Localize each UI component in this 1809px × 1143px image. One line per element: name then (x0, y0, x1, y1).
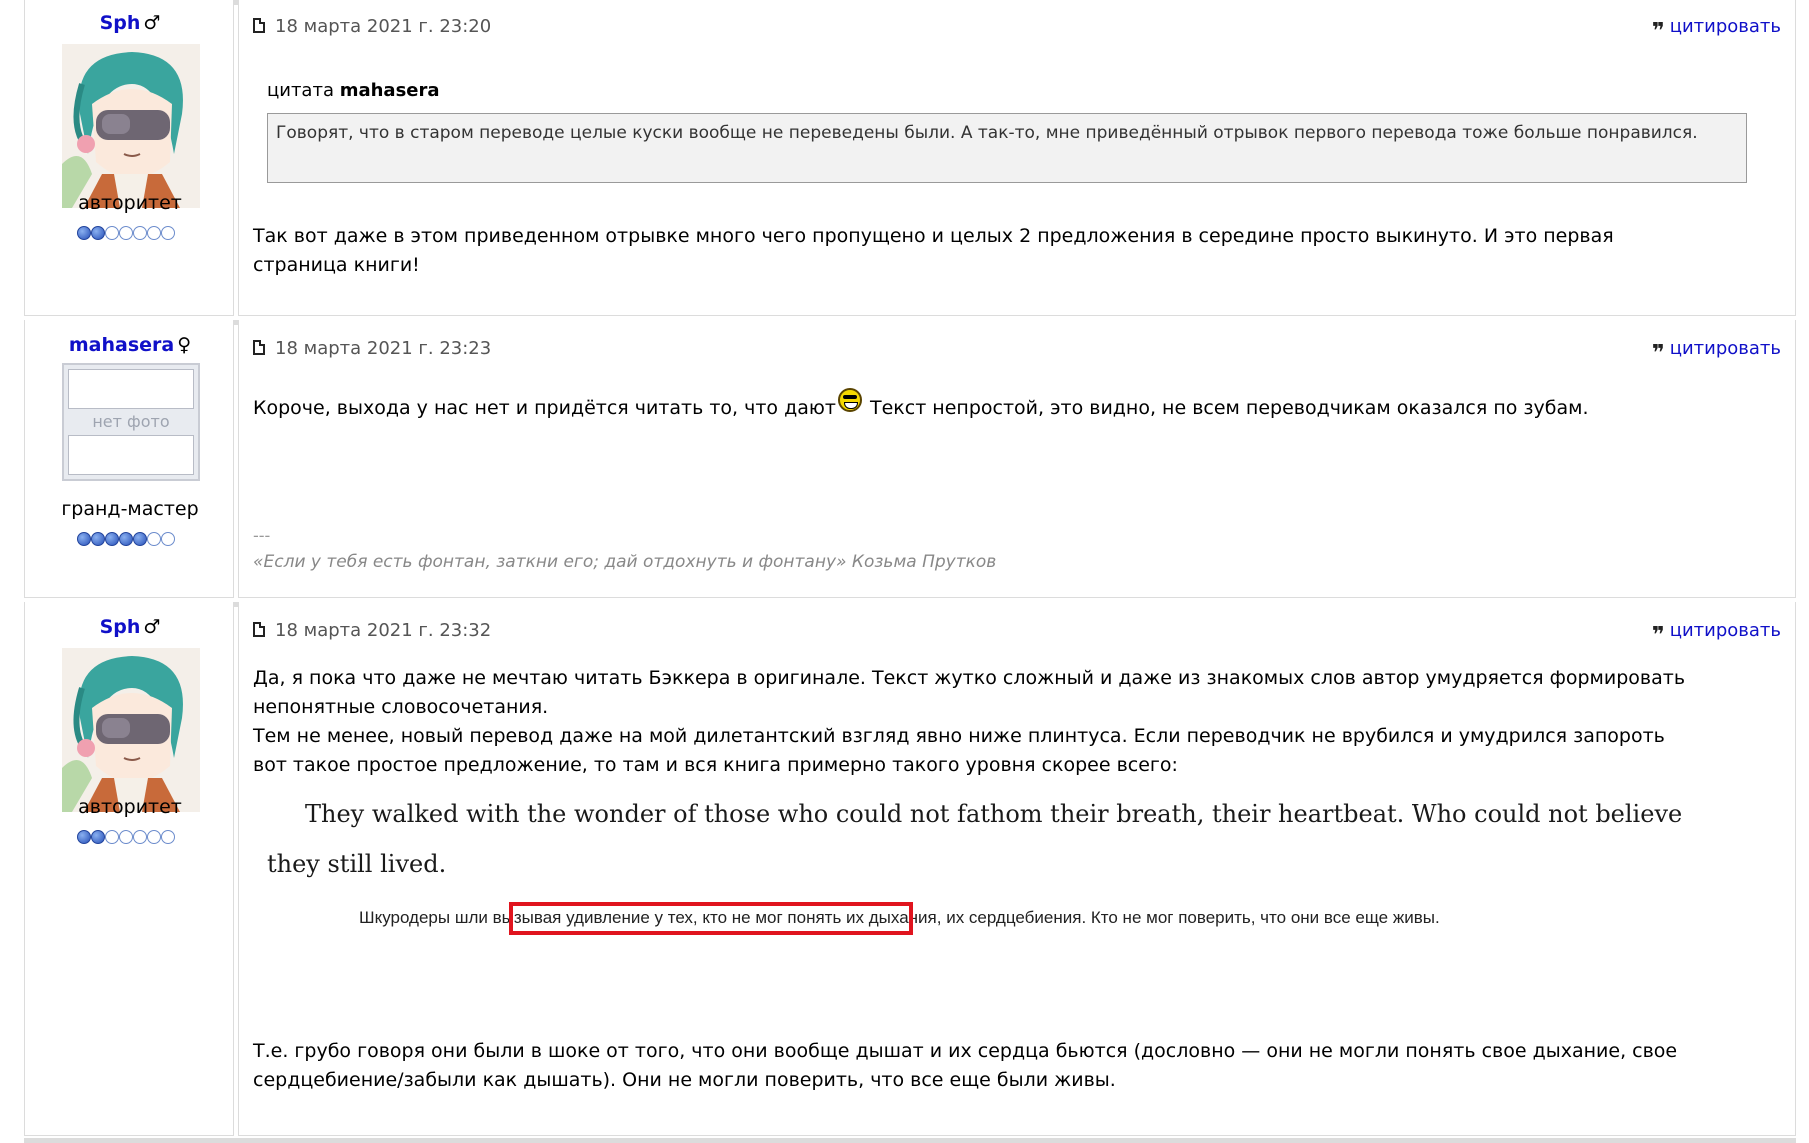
quote-button-label[interactable]: цитировать (1669, 16, 1781, 37)
anime-girl-avatar-image (62, 648, 200, 812)
post-body-line: вот такое простое предложение, то там и вся книга примерно такого уровня скорее всего: (253, 754, 1178, 776)
post-body (253, 222, 1614, 280)
post-body-line: непонятные словосочетания. (253, 696, 549, 718)
placeholder-frame (68, 435, 194, 475)
laughing-smiley-icon (838, 388, 862, 412)
post-body-line: Тем не менее, новый перевод даже на мой дилетантский взгляд явно ниже плинтуса. Если переводчик не врубился и умудрился запороть (253, 725, 1665, 747)
quote-icon: ❞ (1651, 341, 1662, 366)
author-panel (24, 602, 234, 1136)
red-highlight-box (509, 902, 913, 935)
quote-icon: ❞ (1651, 19, 1662, 44)
anime-girl-avatar-image (62, 44, 200, 208)
quote-text: Говорят, что в старом переводе целые куски вообще не переведены были. А так-то, мне приведённый отрывок первого перевода тоже больше понравился. (276, 123, 1698, 143)
author-rank: авторитет (78, 796, 182, 818)
document-icon (253, 340, 265, 355)
book-quote-line: They walked with the wonder of those who could not fathom their breath, their heartbeat. Who could not believe (305, 800, 1683, 828)
post-body-line: Да, я пока что даже не мечтаю читать Бэккера в оригинале. Текст жутко сложный и даже из знакомых слов автор умудряется формировать (253, 667, 1686, 689)
author-panel (24, 320, 234, 598)
translation-highlighted-text: вызывая удивление у тех, кто не мог понять (492, 908, 842, 927)
avatar[interactable] (62, 44, 200, 208)
rank-dot-filled (91, 830, 105, 844)
post-body-line: Так вот даже в этом приведенном отрывке много чего пропущено и целых 2 предложения в середине просто выкинуто. И это первая (253, 225, 1614, 247)
post-body-line: сердцебиение/забыли как дышать). Они не могли поверить, что все еще были живы. (253, 1069, 1116, 1091)
post-content (238, 602, 1796, 1136)
post-body (253, 664, 1685, 780)
quote-header (267, 80, 440, 101)
author-nick-link[interactable]: mahasera (68, 334, 175, 356)
signature-separator: --- (253, 526, 271, 545)
rank-dot-filled (91, 532, 105, 546)
document-icon (253, 622, 265, 637)
author-name (25, 616, 235, 638)
rank-dots (77, 226, 187, 240)
rank-dot-filled (119, 532, 133, 546)
author-name (25, 334, 235, 356)
post-content (238, 0, 1796, 316)
post-body-after (253, 1037, 1677, 1095)
post-1 (24, 0, 1796, 316)
author-name (25, 12, 235, 34)
quote-author: mahasera (339, 80, 440, 101)
no-photo-label: нет фото (92, 412, 170, 431)
rank-dot-empty (119, 226, 133, 240)
post-date-text: 18 марта 2021 г. 23:32 (275, 620, 492, 641)
post-3 (24, 602, 1796, 1136)
quote-icon: ❞ (1651, 623, 1662, 648)
rank-dots (77, 830, 187, 844)
author-rank: гранд-мастер (61, 498, 199, 520)
book-quote-line: they still lived. (267, 850, 447, 878)
rank-dot-empty (147, 830, 161, 844)
rank-dot-empty (147, 532, 161, 546)
quote-button[interactable] (1652, 16, 1781, 44)
post-body-line: Т.е. грубо говоря они были в шоке от того, что они вообще дышат и их сердца бьются (дословно — они не могли понять свое дыхание, свое (253, 1040, 1678, 1062)
rank-dot-empty (133, 830, 147, 844)
post-body-text: Короче, выхода у нас нет и придётся читать то, что дают (253, 397, 836, 419)
rank-dot-filled (77, 830, 91, 844)
post-date (253, 338, 491, 359)
rank-dot-empty (161, 226, 175, 240)
post-body-line: страница книги! (253, 254, 420, 276)
male-icon: ♂ (143, 12, 161, 34)
post-date-text: 18 марта 2021 г. 23:23 (275, 338, 492, 359)
author-nick-link[interactable]: Sph (99, 616, 141, 638)
rank-dot-empty (147, 226, 161, 240)
post-content (238, 320, 1796, 598)
post-date-text: 18 марта 2021 г. 23:20 (275, 16, 492, 37)
quote-button[interactable] (1652, 338, 1781, 366)
rank-dot-empty (105, 830, 119, 844)
post-2 (24, 320, 1796, 598)
female-icon: ♀ (177, 334, 192, 356)
signature: «Если у тебя есть фонтан, заткни его; дай отдохнуть и фонтану» Козьма Прутков (253, 552, 997, 572)
quote-button-label[interactable]: цитировать (1669, 338, 1781, 359)
author-rank: авторитет (78, 192, 182, 214)
translation-text: их дыхания, их сердцебиения. Кто не мог поверить, что они все еще живы. (841, 908, 1440, 927)
rank-dot-filled (77, 226, 91, 240)
post-body (253, 388, 1589, 423)
rank-dot-empty (133, 226, 147, 240)
quote-button[interactable] (1652, 620, 1781, 648)
placeholder-frame (68, 369, 194, 409)
rank-dot-filled (105, 532, 119, 546)
document-icon (253, 18, 265, 33)
rank-dot-empty (119, 830, 133, 844)
post-date (253, 16, 491, 37)
rank-dots (77, 532, 187, 546)
male-icon: ♂ (143, 616, 161, 638)
post-separator (24, 1138, 1796, 1143)
quote-button-label[interactable]: цитировать (1669, 620, 1781, 641)
post-date (253, 620, 491, 641)
quote-prefix: цитата (267, 80, 334, 101)
rank-dot-filled (77, 532, 91, 546)
avatar[interactable] (62, 363, 200, 481)
author-panel (24, 0, 234, 316)
rank-dot-empty (105, 226, 119, 240)
translation-text: Шкуродеры шли (359, 908, 493, 927)
avatar[interactable] (62, 648, 200, 812)
rank-dot-filled (91, 226, 105, 240)
author-nick-link[interactable]: Sph (99, 12, 141, 34)
rank-dot-filled (133, 532, 147, 546)
rank-dot-empty (161, 532, 175, 546)
post-body-text: Текст непростой, это видно, не всем переводчикам оказался по зубам. (863, 397, 1589, 419)
rank-dot-empty (161, 830, 175, 844)
quote-box (267, 113, 1747, 183)
